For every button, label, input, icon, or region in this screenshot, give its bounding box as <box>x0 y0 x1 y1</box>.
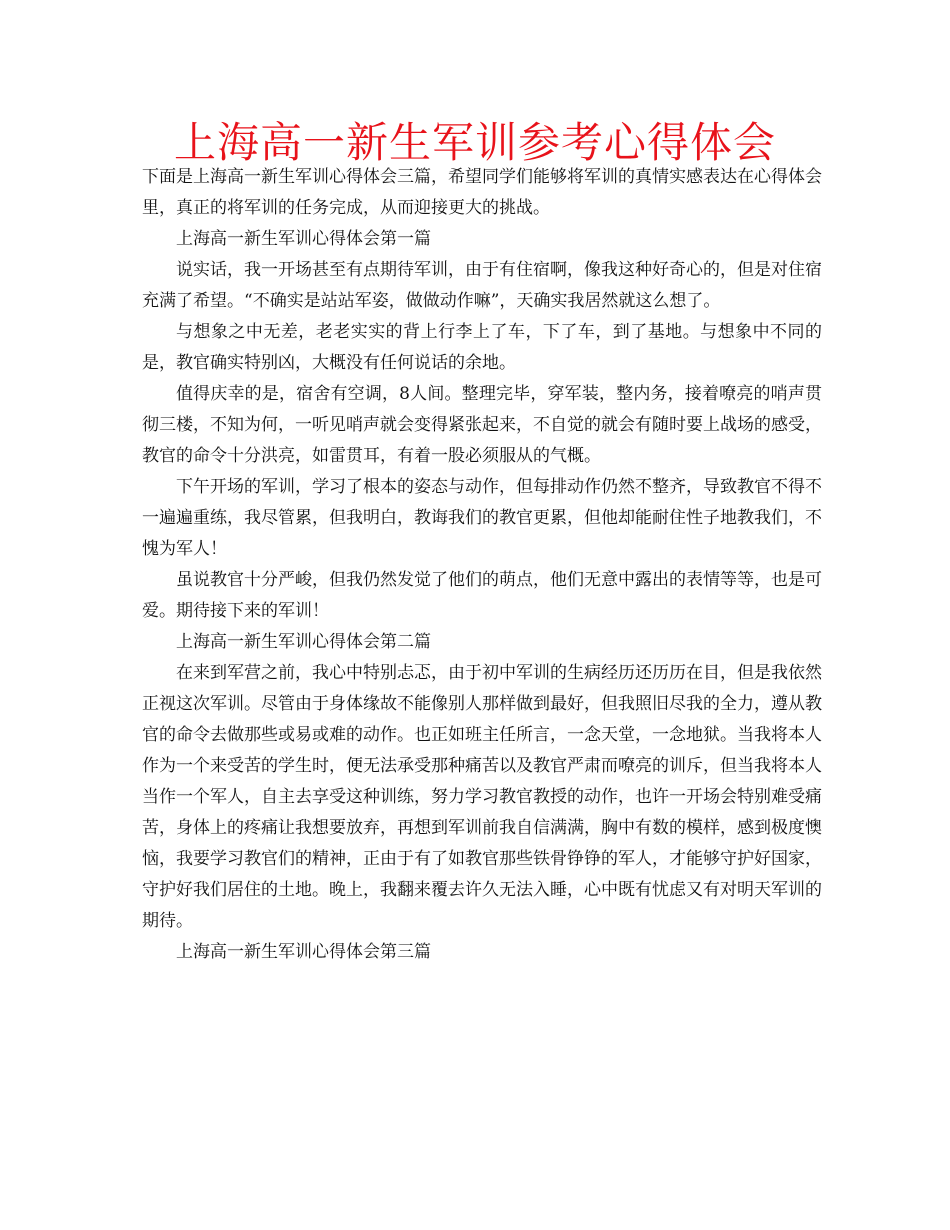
paragraph: 上海高一新生军训心得体会第一篇 <box>176 229 431 249</box>
paragraph: 上海高一新生军训心得体会第二篇 <box>176 632 431 652</box>
paragraph: 在来到军营之前，我心中特别忐忑，由于初中军训的生病经历还历历在目，但是我依然正视这次军训。尽管由于身体缘故不能像别人那样做到最好，但我照旧尽我的全力，遵从教官的命令去做那些或易或难的动作。也正如班主任所言，一念天堂，一念地狱。当我将本人作为一个来受苦的学生时，便无法承受那种痛苦以及教官严肃而嘹亮的训斥，但当我将本人当作一个军人，自主去享受这种训练，努力学习教官教授的动作，也许一开场会特别难受痛苦，身体上的疼痛让我想要放弃，再想到军训前我自信满满，胸中有数的模样，感到极度懊恼，我要学习教官们的精神，正由于有了如教官那些铁骨铮铮的军人，才能够守护好国家，守护好我们居住的土地。晚上，我翻来覆去许久无法入睡，心中既有忧虑又有对明天军训的期待。 <box>142 663 822 931</box>
paragraph: 下午开场的军训，学习了根本的姿态与动作，但每排动作仍然不整齐，导致教官不得不一遍遍重练，我尽管累，但我明白，教诲我们的教官更累，但他却能耐住性子地教我们，不愧为军人！ <box>142 477 822 559</box>
paragraph: 上海高一新生军训心得体会第三篇 <box>176 942 431 962</box>
paragraph: 虽说教官十分严峻，但我仍然发觉了他们的萌点，他们无意中露出的表情等等，也是可爱。期待接下来的军训！ <box>142 570 822 621</box>
document-title: 上海高一新生军训参考心得体会 <box>173 118 776 167</box>
intro-paragraph: 下面是上海高一新生军训心得体会三篇，希望同学们能够将军训的真情实感表达在心得体会里，真正的将军训的任务完成，从而迎接更大的挑战。 <box>142 167 822 218</box>
document-body <box>142 162 822 968</box>
paragraph: 说实话，我一开场甚至有点期待军训，由于有住宿啊，像我这种好奇心的，但是对住宿充满了希望。“不确实是站站军姿，做做动作嘛”，天确实我居然就这么想了。 <box>142 260 822 311</box>
paragraph: 值得庆幸的是，宿舍有空调，8人间。整理完毕，穿军装，整内务，接着嘹亮的哨声贯彻三楼，不知为何，一听见哨声就会变得紧张起来，不自觉的就会有随时要上战场的感受，教官的命令十分洪亮，如雷贯耳，有着一股必须服从的气概。 <box>142 384 822 466</box>
paragraph: 与想象之中无差，老老实实的背上行李上了车，下了车，到了基地。与想象中不同的是，教官确实特别凶，大概没有任何说话的余地。 <box>142 322 822 373</box>
